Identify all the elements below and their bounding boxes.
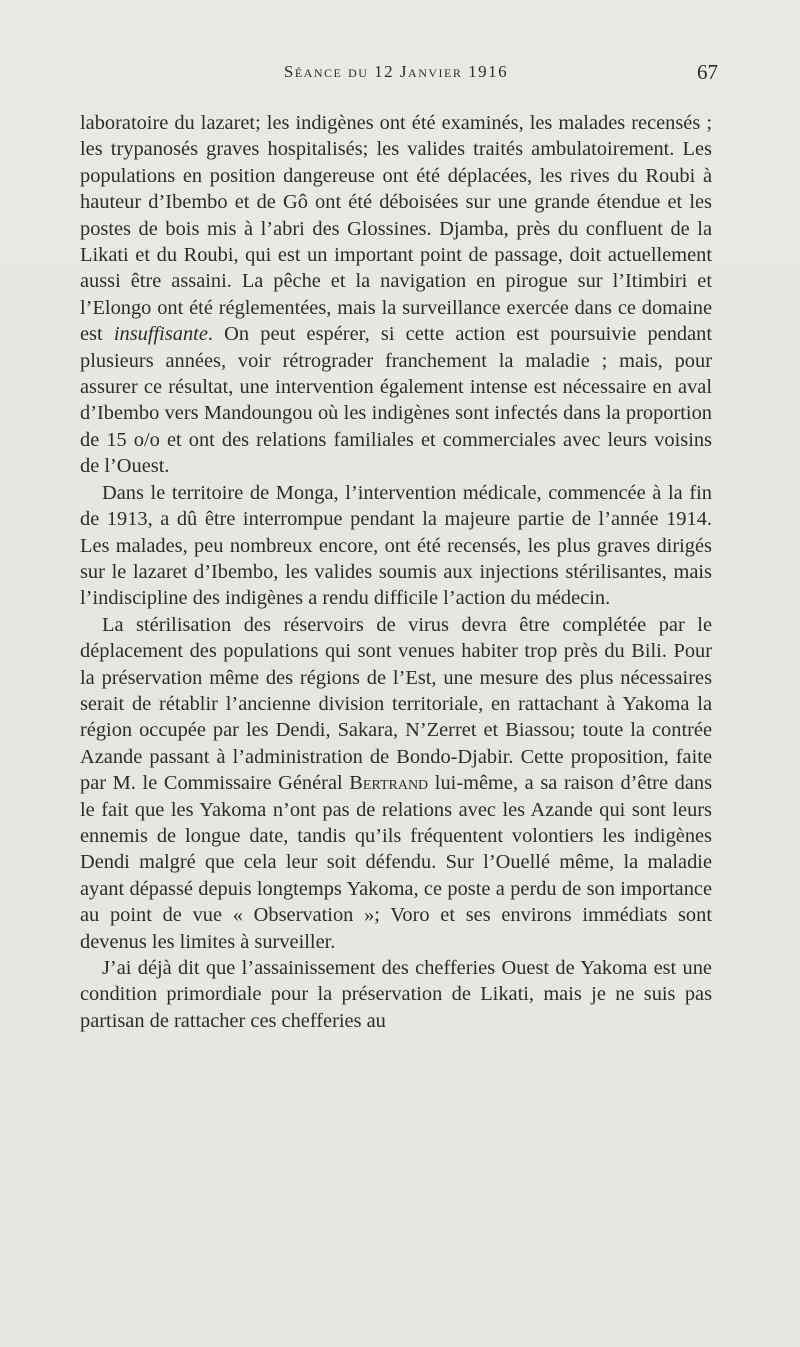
text-span: laboratoire du lazaret; les indigènes ont été examinés, les malades recensés ; les trypanosés graves hospitalisés; les valides traités ambulatoirement. Les populations en position dangereuse ont été déplacées, les rives du Roubi à hauteur d’Ibembo et de Gô ont été déboisées sur une grande étendue et les postes de bois mis à l’abri des Glossines. Djamba, près du confluent de la Likati et du Roubi, qui est un important point de passage, doit actuellement aussi être assaini. La pêche et la navigation en pirogue sur l’Itimbiri et l’Elongo ont été réglementées, mais la surveillance exercée dans ce domaine est <box>80 112 712 346</box>
paragraph <box>80 612 712 955</box>
text-span: lui-même, a sa raison d’être dans le fait que les Yakoma n’ont pas de relations avec les Azande qui sont leurs ennemis de longue date, tandis qu’ils fréquentent volontiers les indigènes Dendi malgré que cela leur soit défendu. Sur l’Ouellé même, la maladie ayant dépassé depuis longtemps Yakoma, ce poste a perdu de son importance au point de vue « Observation »; Voro et ses environs immédiats sont devenus les limites à surveiller. <box>80 772 712 953</box>
page-number: 67 <box>697 60 718 84</box>
running-title: Séance du 12 Janvier 1916 <box>283 62 509 81</box>
italic-word: insuffisante <box>113 323 208 346</box>
author-name: Bertrand <box>349 772 429 795</box>
running-head <box>80 60 718 92</box>
body-text <box>80 110 712 1034</box>
text-span: Dans le territoire de Monga, l’intervention médicale, commencée à la fin de 1913, a dû être interrompue pendant la majeure partie de l’année 1914. Les malades, peu nombreux encore, ont été recensés, les plus graves dirigés sur le lazaret d’Ibembo, les valides soumis aux injections stérilisantes, mais l’indiscipline des indigènes a rendu difficile l’action du médecin. <box>80 481 712 610</box>
text-span: J’ai déjà dit que l’assainissement des chefferies Ouest de Yakoma est une condition primordiale pour la préservation de Likati, mais je ne suis pas partisan de rattacher ces chefferies au <box>80 957 712 1032</box>
paragraph <box>80 480 712 612</box>
text-span: La stérilisation des réservoirs de virus devra être complétée par le déplacement des populations qui sont venues habiter trop près du Bili. Pour la préservation même des régions de l’Est, une mesure des plus nécessaires serait de rétablir l’ancienne division territoriale, en rattachant à Yakoma la région occupée par les Dendi, Sakara, N’Zerret et Biassou; toute la contrée Azande passant à l’administration de Bondo-Djabir. Cette proposition, faite par M. le Commissaire Général <box>80 613 712 795</box>
paragraph <box>80 955 712 1034</box>
text-span: . On peut espérer, si cette action est poursuivie pendant plusieurs années, voir rétrograder franchement la maladie ; mais, pour assurer ce résultat, une intervention également intense est nécessaire en aval d’Ibembo vers Mandoungou où les indigènes sont infectés dans la proportion de 15 o/o et ont des relations familiales et commerciales avec leurs voisins de l’Ouest. <box>80 323 712 478</box>
paragraph <box>80 110 712 480</box>
